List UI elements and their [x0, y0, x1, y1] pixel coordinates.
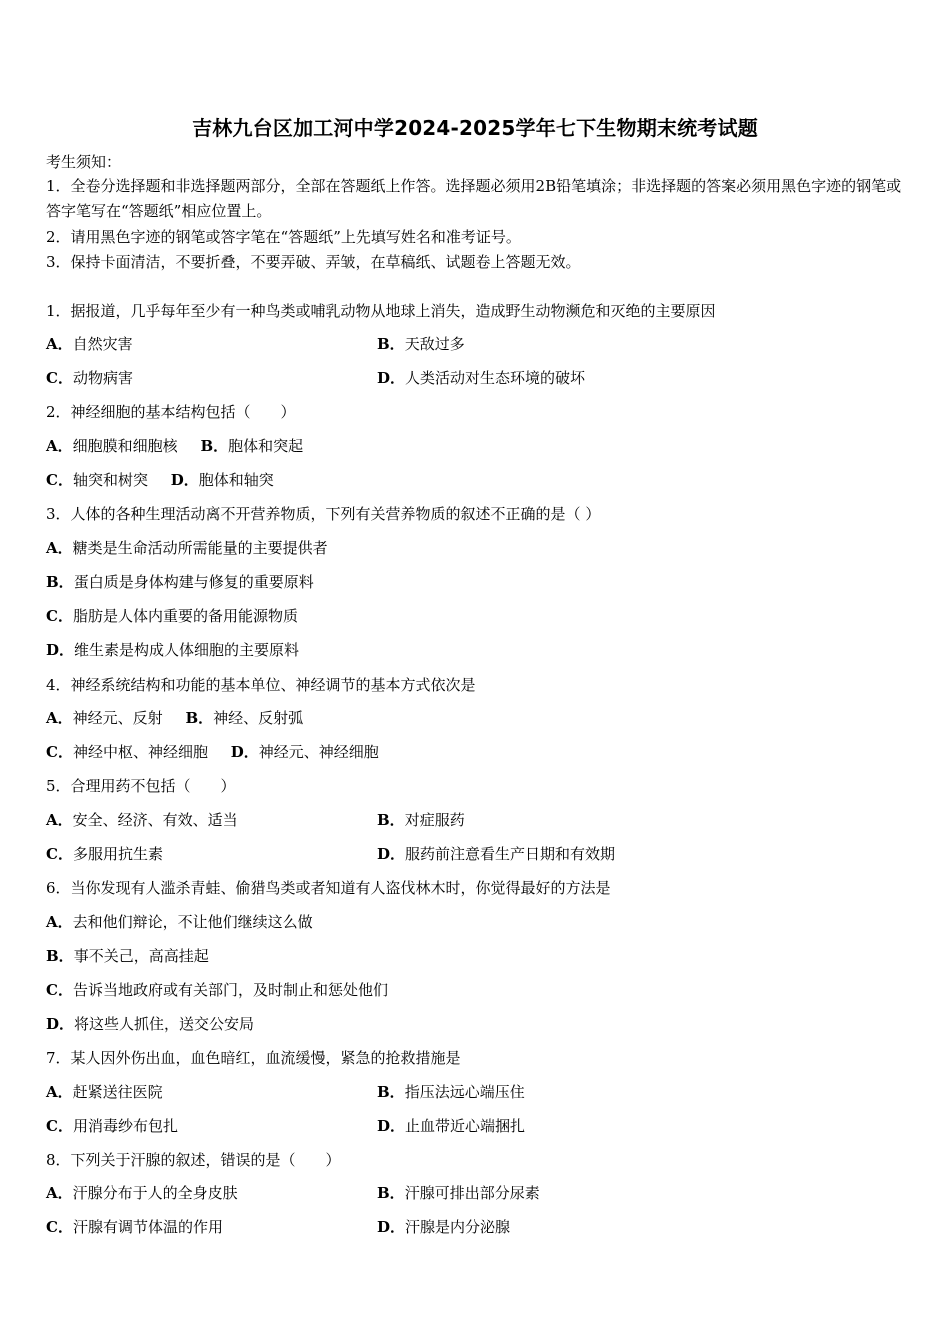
exam-title: 吉林九台区加工河中学2024-2025学年七下生物期末统考试题: [192, 116, 758, 140]
option-b[interactable]: B．指压法远心端压住: [377, 1083, 525, 1101]
option-c[interactable]: C．告诉当地政府或有关部门，及时制止和惩处他们: [46, 981, 388, 999]
question-4-options-row-1: [46, 708, 303, 728]
option-b[interactable]: B．胞体和突起: [200, 437, 304, 455]
option-d[interactable]: D．人类活动对生态环境的破坏: [377, 369, 586, 387]
question-2-options-row-2: [46, 470, 274, 490]
option-d[interactable]: D．汗腺是内分泌腺: [377, 1218, 511, 1236]
option-a[interactable]: A．糖类是生命活动所需能量的主要提供者: [46, 539, 328, 557]
question-5-options-row-1: [46, 810, 465, 830]
notice-item-1: 1．全卷分选择题和非选择题两部分，全部在答题纸上作答。选择题必须用2B铅笔填涂；非选择题的答案必须用黑色字迹的钢笔或答字笔写在“答题纸”相应位置上。: [46, 177, 902, 220]
option-a[interactable]: A．汗腺分布于人的全身皮肤: [46, 1184, 238, 1202]
option-a[interactable]: A．赶紧送往医院: [46, 1083, 163, 1101]
option-b[interactable]: B．事不关己，高高挂起: [46, 947, 209, 965]
question-5-stem: 5．合理用药不包括（ ）: [46, 777, 236, 795]
option-b[interactable]: B．汗腺可排出部分尿素: [377, 1184, 540, 1202]
question-8-options-row-1: [46, 1183, 540, 1203]
option-d[interactable]: D．神经元、神经细胞: [230, 743, 379, 761]
question-8-options-row-2: [46, 1217, 511, 1237]
option-c[interactable]: C．动物病害: [46, 369, 133, 387]
question-1-options-row-1: [46, 334, 465, 354]
question-5-options-row-2: [46, 844, 616, 864]
option-b[interactable]: B．神经、反射弧: [185, 709, 304, 727]
option-a[interactable]: A．安全、经济、有效、适当: [46, 811, 238, 829]
question-4-stem: 4．神经系统结构和功能的基本单位、神经调节的基本方式依次是: [46, 676, 476, 694]
option-a[interactable]: A．神经元、反射: [46, 709, 163, 727]
notice-item-3: 3．保持卡面清洁，不要折叠，不要弄破、弄皱，在草稿纸、试题卷上答题无效。: [46, 253, 581, 271]
question-2-stem: 2．神经细胞的基本结构包括（ ）: [46, 403, 296, 421]
option-d[interactable]: D．服药前注意看生产日期和有效期: [377, 845, 616, 863]
option-c[interactable]: C．汗腺有调节体温的作用: [46, 1218, 223, 1236]
question-4-options-row-2: [46, 742, 379, 762]
notice-heading: 考生须知：: [46, 153, 122, 171]
option-d[interactable]: D．将这些人抓住，送交公安局: [46, 1015, 255, 1033]
option-c[interactable]: C．神经中枢、神经细胞: [46, 743, 208, 761]
option-b[interactable]: B．对症服药: [377, 811, 465, 829]
question-1-stem: 1．据报道，几乎每年至少有一种鸟类或哺乳动物从地球上消失，造成野生动物濒危和灭绝的主要原因: [46, 302, 716, 320]
question-7-options-row-1: [46, 1082, 525, 1102]
option-a[interactable]: A．自然灾害: [46, 335, 133, 353]
option-c[interactable]: C．多服用抗生素: [46, 845, 163, 863]
option-a[interactable]: A．去和他们辩论，不让他们继续这么做: [46, 913, 313, 931]
question-3-stem: 3．人体的各种生理活动离不开营养物质，下列有关营养物质的叙述不正确的是（ ）: [46, 505, 601, 523]
option-d[interactable]: D．止血带近心端捆扎: [377, 1117, 526, 1135]
option-a[interactable]: A．细胞膜和细胞核: [46, 437, 178, 455]
option-c[interactable]: C．用消毒纱布包扎: [46, 1117, 178, 1135]
question-7-stem: 7．某人因外伤出血，血色暗红，血流缓慢，紧急的抢救措施是: [46, 1049, 461, 1067]
question-1-options-row-2: [46, 368, 586, 388]
option-b[interactable]: B．蛋白质是身体构建与修复的重要原料: [46, 573, 314, 591]
option-d[interactable]: D．胞体和轴突: [170, 471, 274, 489]
option-c[interactable]: C．脂肪是人体内重要的备用能源物质: [46, 607, 298, 625]
question-8-stem: 8．下列关于汗腺的叙述，错误的是（ ）: [46, 1151, 341, 1169]
question-2-options-row-1: [46, 436, 303, 456]
option-c[interactable]: C．轴突和树突: [46, 471, 148, 489]
option-d[interactable]: D．维生素是构成人体细胞的主要原料: [46, 641, 300, 659]
notice-item-2: 2．请用黑色字迹的钢笔或答字笔在“答题纸”上先填写姓名和准考证号。: [46, 228, 521, 246]
question-6-stem: 6．当你发现有人滥杀青蛙、偷猎鸟类或者知道有人盗伐林木时，你觉得最好的方法是: [46, 879, 611, 897]
option-b[interactable]: B．天敌过多: [377, 335, 465, 353]
question-7-options-row-2: [46, 1116, 526, 1136]
